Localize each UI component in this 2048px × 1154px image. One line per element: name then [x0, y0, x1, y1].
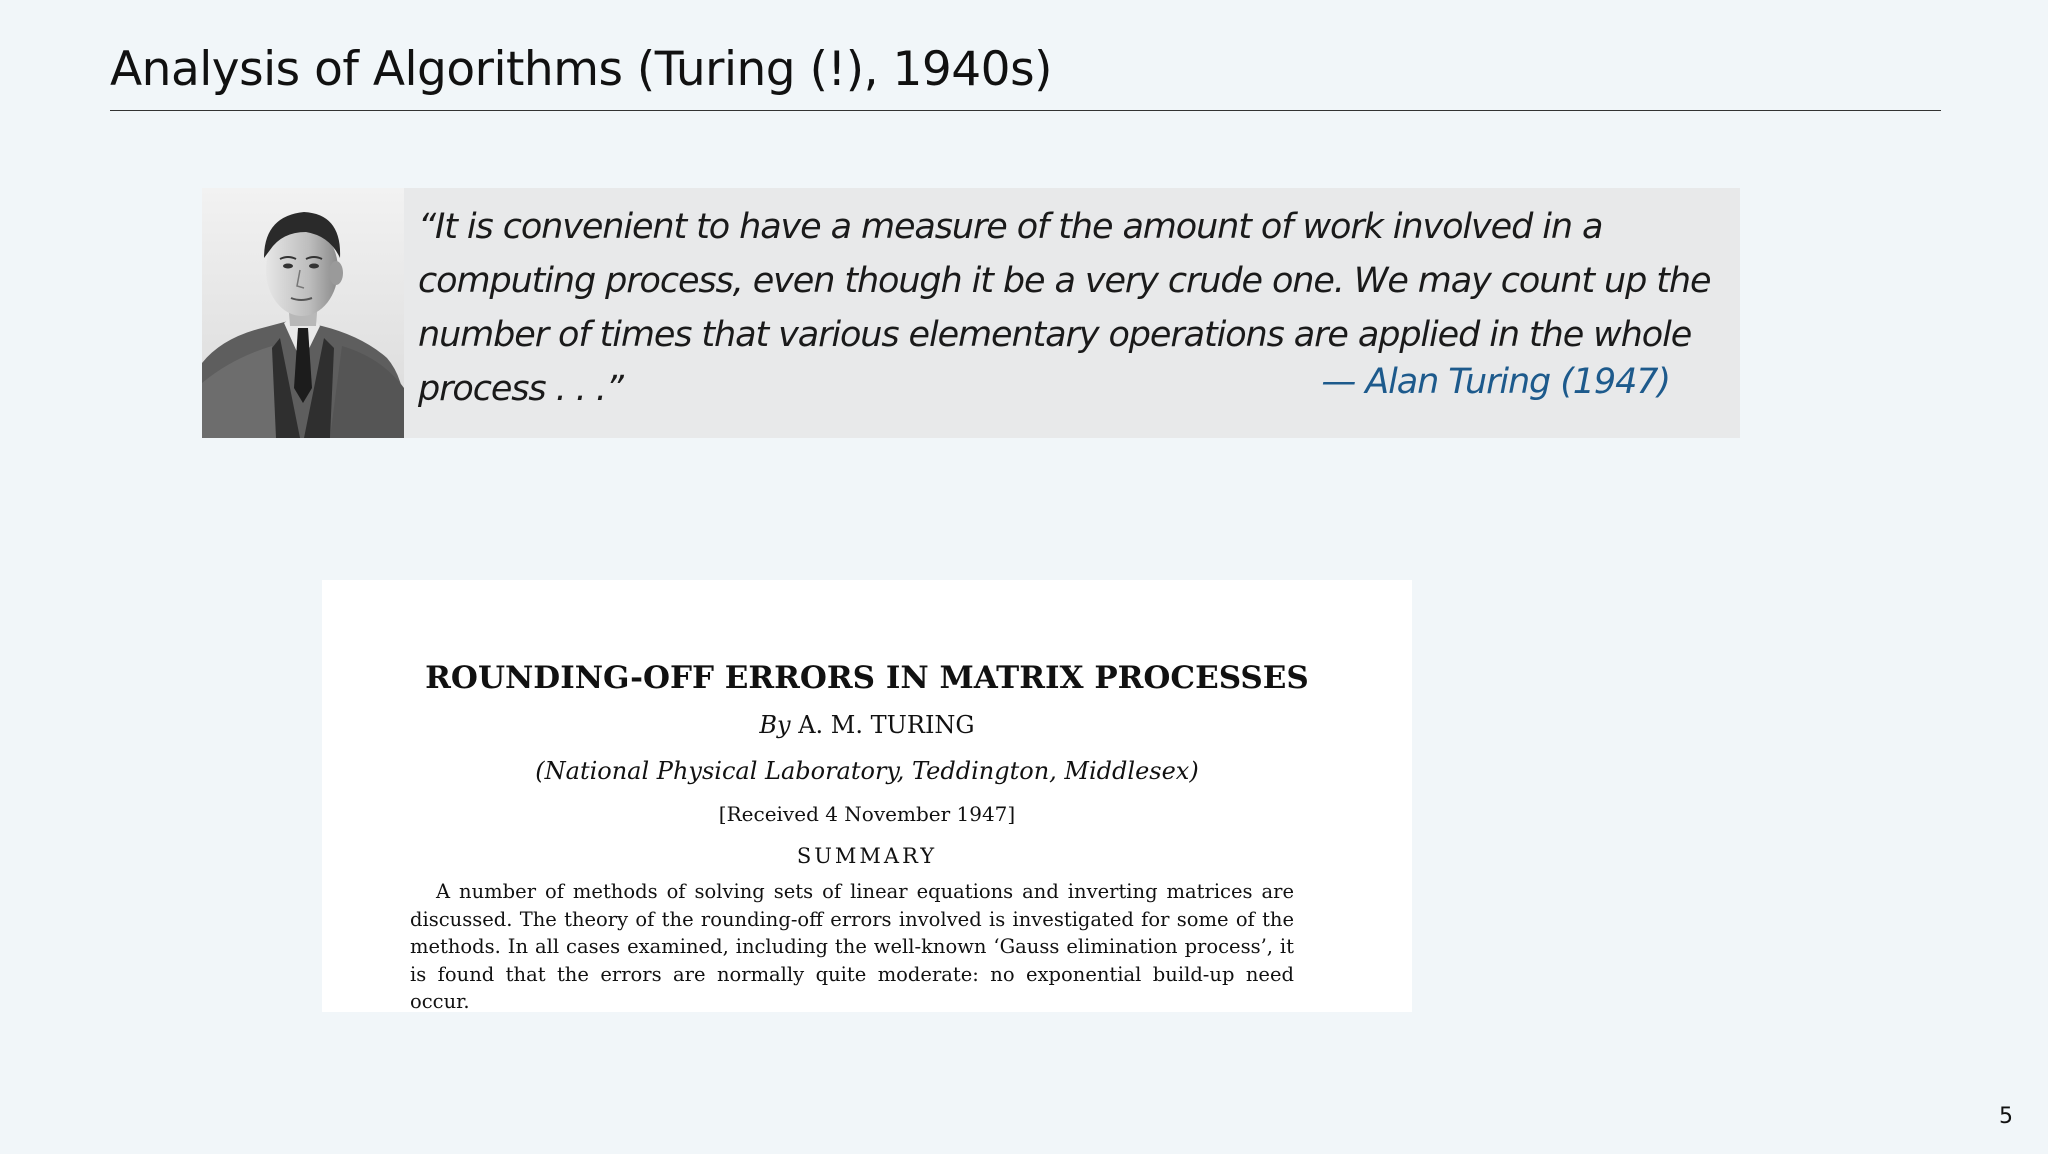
portrait-icon — [202, 188, 404, 438]
title-divider — [110, 110, 1941, 111]
paper-author-prefix: By — [759, 711, 791, 739]
quote-attribution: — Alan Turing (1947) — [1321, 362, 1670, 402]
quote-box — [202, 188, 1740, 438]
paper-author — [322, 711, 1412, 739]
quote-text: “It is convenient to have a measure of the amount of work involved in a computing process, even though it be a very crude one. We may count up the number of times that various elementary operations are applied in the whole process . . .” — [418, 207, 1711, 409]
paper-author-name: A. M. TURING — [798, 711, 975, 739]
portrait-photo — [202, 188, 404, 438]
paper-received-date: [Received 4 November 1947] — [718, 802, 1016, 826]
paper-affiliation: (National Physical Laboratory, Teddington, Middlesex) — [535, 757, 1199, 785]
paper-abstract: A number of methods of solving sets of linear equations and inverting matrices are discussed. The theory of the rounding-off errors involved is investigated for some of the methods. In all cases examined, including the well-known ‘Gauss elimination process’, it is found that the errors are normally quite moderate: no exponential build-up need occur. — [410, 880, 1294, 1012]
paper-excerpt — [322, 580, 1412, 1012]
paper-title: ROUNDING-OFF ERRORS IN MATRIX PROCESSES — [425, 660, 1309, 696]
paper-summary-heading: SUMMARY — [796, 844, 938, 868]
page-number: 5 — [1999, 1104, 2013, 1129]
slide-title: Analysis of Algorithms (Turing (!), 1940s) — [110, 42, 1052, 97]
